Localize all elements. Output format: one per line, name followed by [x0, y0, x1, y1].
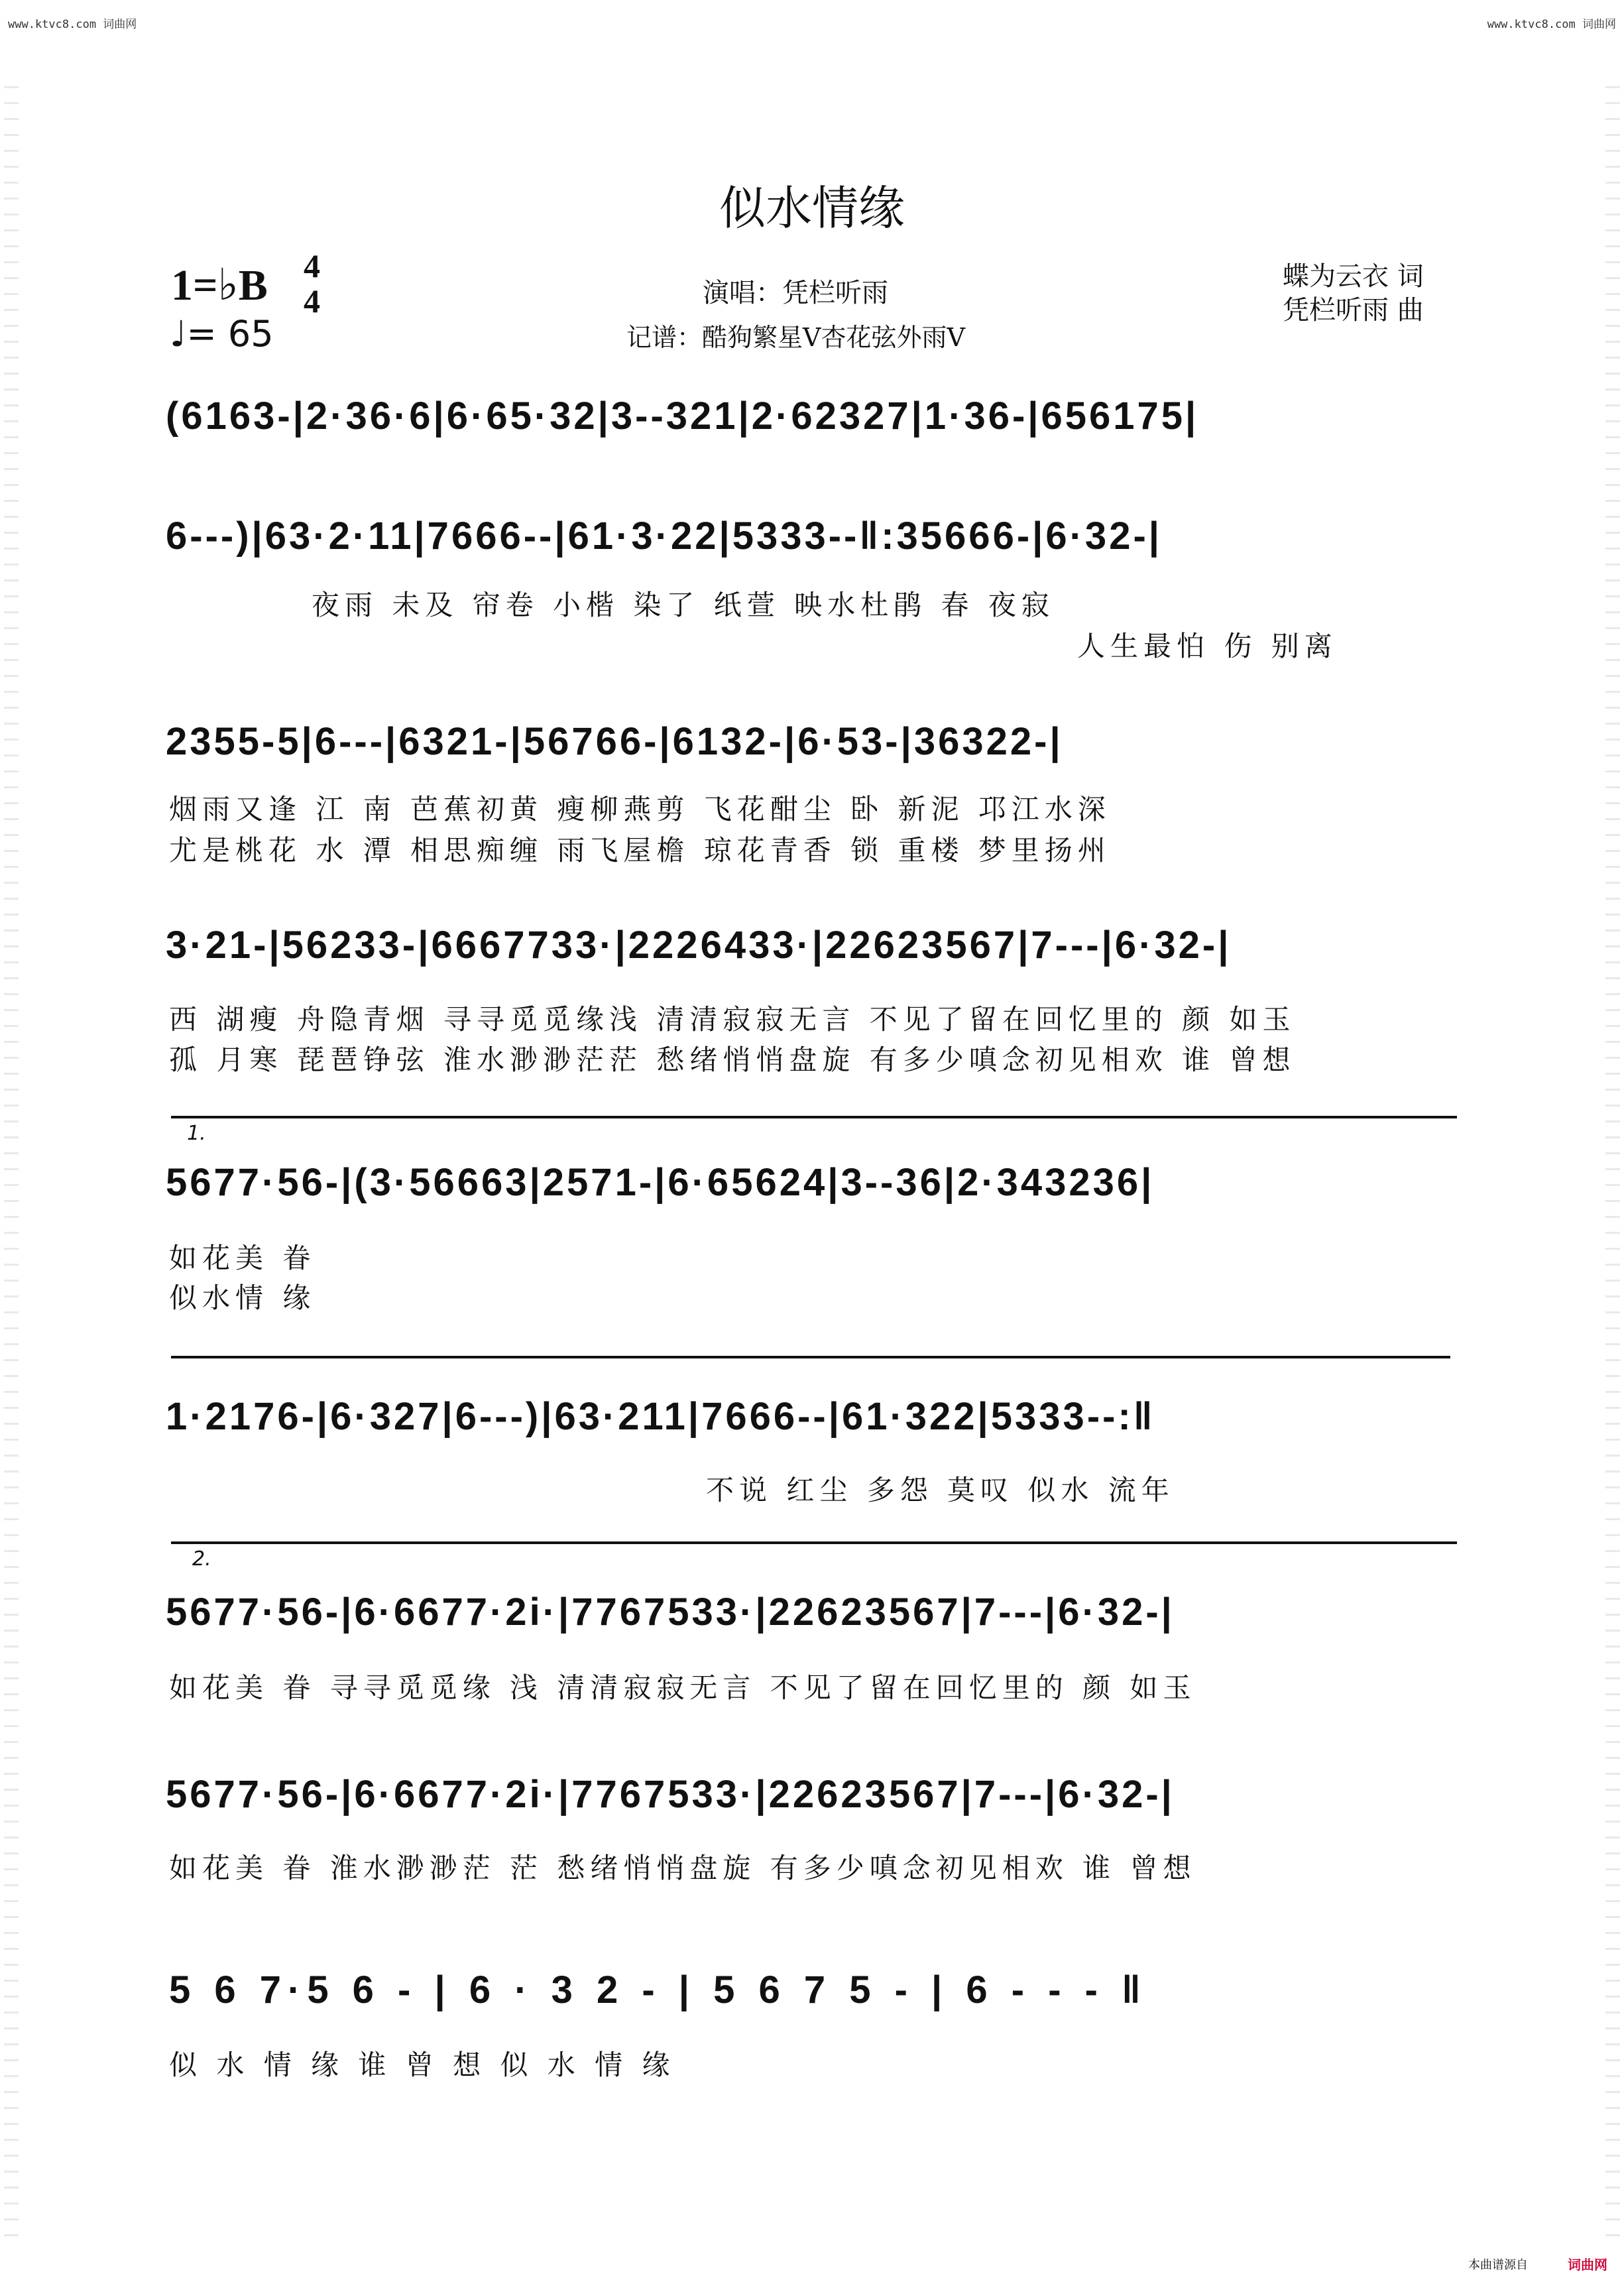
volta-number: 1. — [187, 1122, 206, 1145]
notation-line: (6163-|2·36·6|6·65·32|3--321|2·62327|1·36-|656175| — [166, 394, 1199, 438]
song-title: 似水情缘 — [719, 181, 905, 235]
composer-credit: 凭栏听雨 曲 — [1283, 295, 1424, 326]
left-margin-strip — [4, 80, 19, 2241]
lyric-line: 似 水 情 缘 谁 曾 想 似 水 情 缘 — [169, 2049, 675, 2081]
notation-line: 6---)|63·2·11|7666--|61·3·22|5333--‖:35666-|6·32-| — [166, 514, 1162, 558]
footer-brand[interactable]: 词曲网 — [1568, 2257, 1607, 2273]
tempo-marking: ♩= 65 — [170, 313, 274, 355]
lyric-line: 烟雨又逢 江 南 芭蕉初黄 瘦柳燕剪 飞花酣尘 卧 新泥 邛江水深 — [169, 793, 1111, 825]
site-watermark-right: www.ktvc8.com 词曲网 — [1487, 18, 1616, 31]
notation-line: 5677·56-|6·6677·2i·|7767533·|22623567|7---|6·32-| — [166, 1773, 1175, 1816]
transcriber-credit: 记谱：酷狗繁星V杏花弦外雨V — [626, 323, 965, 352]
lyric-line: 不说 红尘 多怨 莫叹 似水 流年 — [706, 1474, 1175, 1506]
lyric-line: 如花美 眷 寻寻觅觅缘 浅 清清寂寂无言 不见了留在回忆里的 颜 如玉 — [169, 1671, 1196, 1704]
notation-line: 2355-5|6---|6321-|56766-|6132-|6·53-|36322-| — [166, 720, 1063, 763]
lyric-line: 人生最怕 伤 别离 — [1077, 630, 1338, 662]
lyric-line: 西 湖瘦 舟隐青烟 寻寻觅觅缘浅 清清寂寂无言 不见了留在回忆里的 颜 如玉 — [169, 1003, 1296, 1036]
lyricist-credit: 蝶为云衣 词 — [1283, 261, 1424, 292]
key-signature: 1=♭B — [171, 261, 268, 310]
singer-credit: 演唱：凭栏听雨 — [703, 278, 888, 308]
lyric-line: 如花美 眷 淮水渺渺茫 茫 愁绪悄悄盘旋 有多少嗔念初见相欢 谁 曾想 — [169, 1852, 1196, 1884]
lyric-line: 尤是桃花 水 潭 相思痴缠 雨飞屋檐 琼花青香 锁 重楼 梦里扬州 — [169, 834, 1111, 867]
volta-number: 2. — [192, 1547, 211, 1571]
right-margin-strip — [1605, 80, 1620, 2241]
lyric-line: 夜雨 未及 帘卷 小楷 染了 纸萱 映水杜鹃 春 夜寂 — [312, 589, 1055, 621]
volta-bracket — [171, 1116, 1457, 1118]
notation-line: 3·21-|56233-|6667733·|2226433·|22623567|7---|6·32-| — [166, 924, 1232, 967]
lyric-line: 如花美 眷 — [169, 1242, 316, 1274]
lyric-line: 似水情 缘 — [169, 1282, 316, 1314]
notation-line: 1·2176-|6·327|6---)|63·211|7666--|61·322|5333--:‖ — [166, 1395, 1155, 1438]
time-signature-bottom: 4 — [304, 282, 320, 320]
notation-line: 5677·56-|(3·56663|2571-|6·65624|3--36|2·343236| — [166, 1161, 1155, 1204]
volta-bracket — [171, 1541, 1457, 1544]
notation-line: 5677·56-|6·6677·2i·|7767533·|22623567|7---|6·32-| — [166, 1591, 1175, 1634]
volta-bracket — [171, 1356, 1450, 1358]
time-signature-top: 4 — [304, 247, 320, 284]
notation-line: 5 6 7·5 6 - | 6 · 3 2 - | 5 6 7 5 - | 6 - - - ‖ — [169, 1968, 1147, 2012]
lyric-line: 孤 月寒 琵琶铮弦 淮水渺渺茫茫 愁绪悄悄盘旋 有多少嗔念初见相欢 谁 曾想 — [169, 1044, 1296, 1076]
footer-source: 本曲谱源自 — [1468, 2258, 1528, 2272]
site-watermark-left: www.ktvc8.com 词曲网 — [8, 18, 137, 31]
